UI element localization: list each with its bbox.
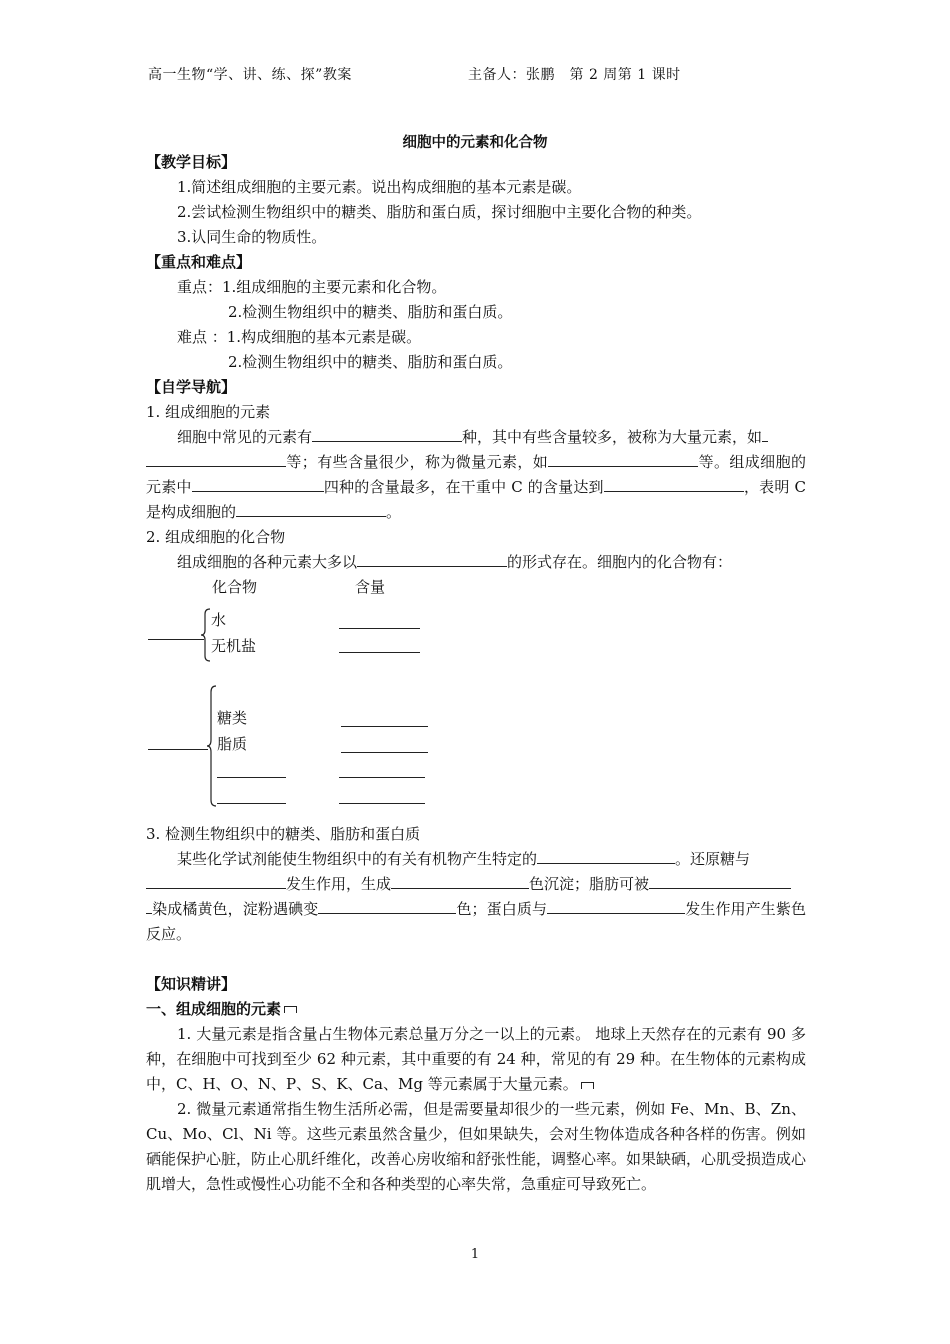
fill-blank-organic-category[interactable] <box>148 749 208 750</box>
fill-blank[interactable] <box>762 425 768 442</box>
section-nav-heading: 【自学导航】 <box>146 378 237 396</box>
compound-sugars: 糖类 <box>217 709 248 727</box>
page-number: 1 <box>470 1247 480 1262</box>
knowledge-paragraph-1: 1. 大量元素是指含量占生物体元素总量万分之一以上的元素。 地球上天然存在的元素有 90 多种，在细胞中可找到至少 62 种元素，其中重要的有 24 种，常见的有 29 种。在生物体的元素构成中，C、H、O、N、P、S、K、Ca、Mg 等元素属于大量元素。 <box>146 1025 806 1093</box>
fill-blank[interactable] <box>236 500 386 517</box>
goal-item-3: 3.认同生命的物质性。 <box>177 228 327 246</box>
fill-blank[interactable] <box>339 652 420 653</box>
nav-subsection-2: 2. 组成细胞的化合物 <box>146 528 286 546</box>
compound-lipids: 脂质 <box>217 735 248 753</box>
nav-paragraph-elements: 细胞中常见的元素有 种，其中有些含量较多，被称为大量元素，如 等；有些含量很少，称为微量元素，如 等。组成细胞的元素中 四种的含量最多，在干重中 C 的含量达到 ，表明 C 是构成细胞的 。 <box>146 425 806 525</box>
knowledge-paragraph-2: 2. 微量元素通常指生物生活所必需，但是需要量却很少的一些元素，例如 Fe、Mn、B、Zn、Cu、Mo、Cl、Ni 等。这些元素虽然含量少，但如果缺失，会对生物体造成各种各样的伤害。例如硒能保护心脏，防止心肌纤维化，改善心房收缩和舒张性能，调整心率。如果缺硒，心肌受损造成心肌增大，急性或慢性心功能不全和各种类型的心率失常，急重症可导致死亡。 <box>146 1100 807 1193</box>
nav-subsection-1: 1. 组成细胞的元素 <box>146 403 271 421</box>
section-key-heading: 【重点和难点】 <box>146 253 252 271</box>
fill-blank[interactable] <box>391 872 529 889</box>
fill-blank[interactable] <box>547 897 685 914</box>
fill-blank[interactable] <box>192 475 324 492</box>
goal-item-2: 2.尝试检测生物组织中的糖类、脂肪和蛋白质，探讨细胞中主要化合物的种类。 <box>177 203 702 221</box>
fill-blank[interactable] <box>146 450 286 467</box>
nav-subsection-3: 3. 检测生物组织中的糖类、脂肪和蛋白质 <box>146 825 421 843</box>
fill-blank[interactable] <box>312 425 462 442</box>
compound-column-header: 化合物 <box>212 578 258 596</box>
paragraph-mark-icon <box>581 1082 594 1089</box>
section-knowledge-heading: 【知识精讲】 <box>146 975 237 993</box>
fill-blank[interactable] <box>146 872 286 889</box>
fill-blank[interactable] <box>341 752 428 753</box>
fill-blank[interactable] <box>318 897 456 914</box>
nav-paragraph-compounds: 组成细胞的各种元素大多以 的形式存在。细胞内的化合物有： <box>146 550 806 575</box>
key-point-1: 重点：1.组成细胞的主要元素和化合物。 <box>177 278 447 296</box>
fill-blank[interactable] <box>548 450 698 467</box>
fill-blank[interactable] <box>217 777 286 778</box>
paragraph-mark-icon <box>284 1006 297 1013</box>
goal-item-1: 1.简述组成细胞的主要元素。说出构成细胞的基本元素是碳。 <box>177 178 582 196</box>
fill-blank[interactable] <box>339 628 420 629</box>
fill-blank[interactable] <box>604 475 744 492</box>
fill-blank[interactable] <box>339 777 425 778</box>
section-goals-heading: 【教学目标】 <box>146 153 237 171</box>
content-column-header: 含量 <box>355 578 386 596</box>
header-author: 主备人：张鹏 第 2 周第 1 课时 <box>468 67 681 83</box>
difficult-point-2: 2.检测生物组织中的糖类、脂肪和蛋白质。 <box>228 353 513 371</box>
compound-inorganic-salt: 无机盐 <box>211 637 257 655</box>
nav-paragraph-detection: 某些化学试剂能使生物组织中的有关有机物产生特定的 。还原糖与 发生作用，生成 色沉淀；脂肪可被 染成橘黄色，淀粉遇碘变 色；蛋白质与 发生作用产生紫色反应。 <box>146 847 806 947</box>
page-title: 细胞中的元素和化合物 <box>402 135 548 151</box>
fill-blank[interactable] <box>217 803 286 804</box>
knowledge-subheading: 一、组成细胞的元素 <box>146 997 806 1022</box>
difficult-point-1: 难点 ：1.构成细胞的基本元素是碳。 <box>177 328 422 346</box>
fill-blank-inorganic-category[interactable] <box>148 639 204 640</box>
compound-water: 水 <box>211 611 227 629</box>
key-point-2: 2.检测生物组织中的糖类、脂肪和蛋白质。 <box>228 303 513 321</box>
fill-blank[interactable] <box>537 847 675 864</box>
fill-blank[interactable] <box>357 550 507 567</box>
header-course: 高一生物“学、讲、练、探”教案 <box>148 67 352 83</box>
fill-blank[interactable] <box>341 726 428 727</box>
fill-blank[interactable] <box>649 872 791 889</box>
fill-blank[interactable] <box>339 803 425 804</box>
